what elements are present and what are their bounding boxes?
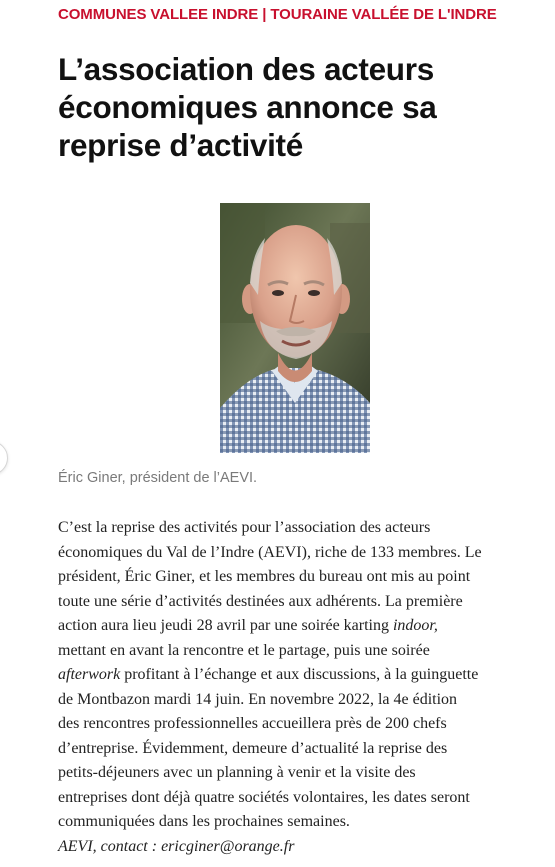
body-line: toute une série d’activités destinées aux adhérents. La première <box>58 592 463 610</box>
body-line: C’est la reprise des activités pour l’association des acteurs <box>58 519 431 536</box>
section-kicker[interactable]: COMMUNES VALLEE INDRE | TOURAINE VALLÉE DE L'INDRE <box>58 6 497 23</box>
body-line: des rencontres professionnelles accueillera près de 200 chefs <box>58 715 447 732</box>
article-photo <box>220 203 370 453</box>
body-text-segment: profitant à l’échange et aux discussions, à la guinguette <box>120 666 479 683</box>
body-italic-term: indoor, <box>392 617 438 634</box>
body-line: mettant en avant la rencontre et le partage, puis une soirée <box>58 641 430 659</box>
body-line: d’entreprise. Évidemment, demeure d’actualité la reprise des <box>58 739 448 757</box>
body-line: communiquées dans les prochaines semaines. <box>58 813 350 830</box>
body-text-segment: action aura lieu jeudi 28 avril par une soirée karting <box>58 617 393 634</box>
contact-line: AEVI, contact : ericginer@orange.fr <box>58 837 295 855</box>
body-line: président, Éric Giner, et les membres du bureau ont mis au point <box>58 568 471 585</box>
photo-caption: Éric Giner, président de l’AEVI. <box>58 470 258 486</box>
article-body <box>58 516 548 859</box>
body-line: entreprises dont déjà quatre sociétés volontaires, les dates seront <box>58 788 470 806</box>
body-line <box>58 663 548 688</box>
side-panel-toggle[interactable] <box>0 441 8 475</box>
body-line: petits-déjeuners avec un planning à venir et la visite des <box>58 764 416 781</box>
body-line <box>58 614 548 639</box>
body-line: économiques du Val de l’Indre (AEVI), riche de 133 membres. Le <box>58 543 482 561</box>
article-title: L’association des acteurs économiques annonce sa reprise d’activité <box>58 51 437 163</box>
body-line: de Montbazon mardi 14 juin. En novembre 2022, la 4e édition <box>58 690 458 708</box>
body-italic-term: afterwork <box>58 666 121 683</box>
